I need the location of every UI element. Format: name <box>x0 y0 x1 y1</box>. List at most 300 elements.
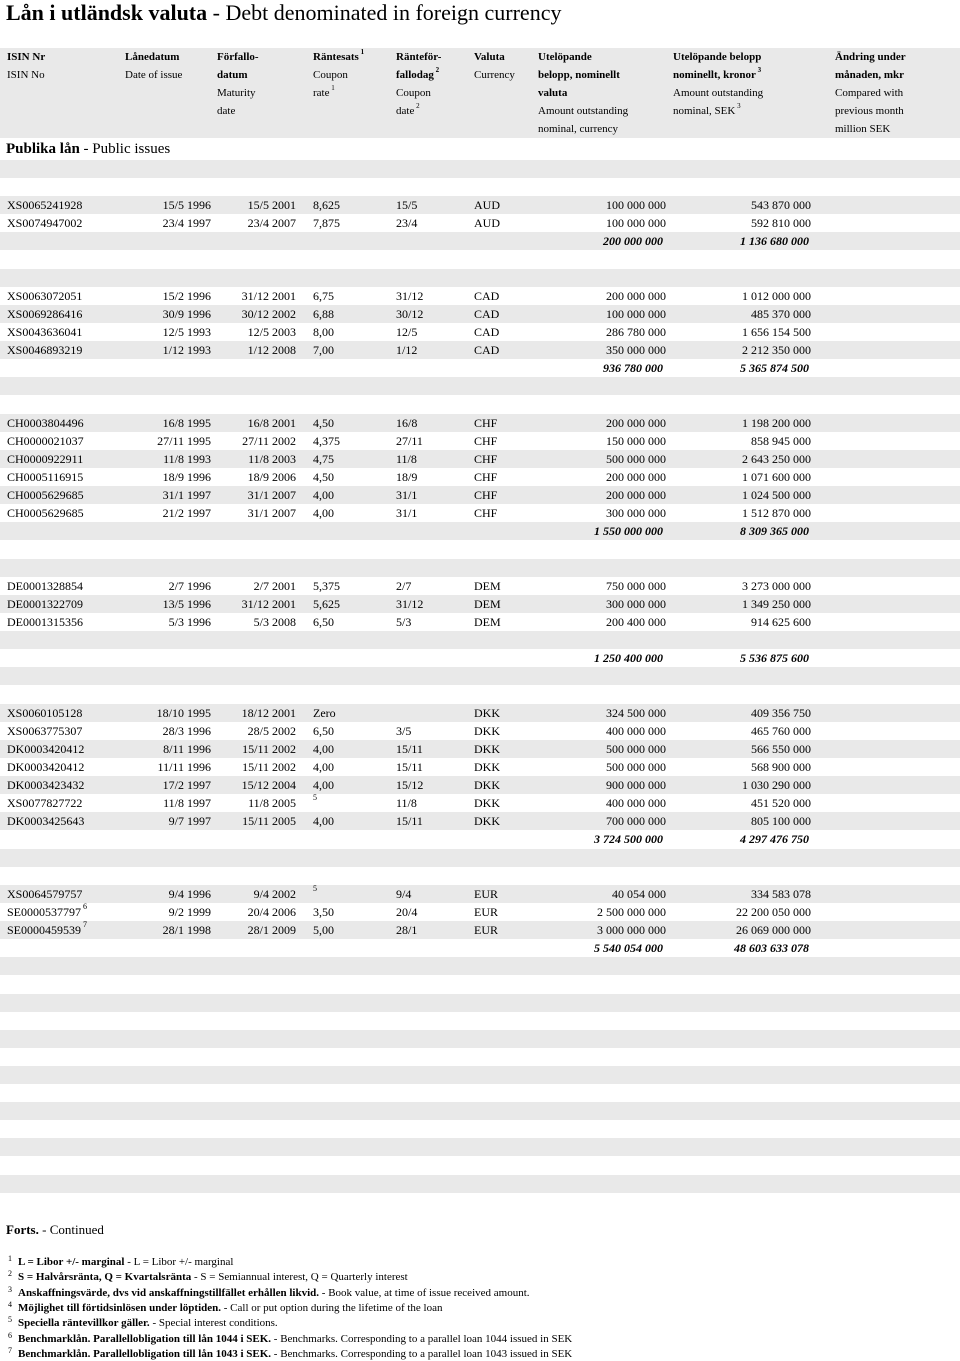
coupon-cell: 4,00 <box>313 741 334 756</box>
currency-cell: DEM <box>474 615 501 629</box>
row-band <box>0 849 960 867</box>
coupon-date-cell: 3/5 <box>396 723 412 738</box>
continued-swedish: Forts. <box>6 1222 39 1237</box>
issue-date-cell: 31/1 1997 <box>162 488 211 503</box>
header-cell-text: ISIN No <box>7 69 45 81</box>
section-label-swedish: Publika lån <box>6 141 80 157</box>
header-cell <box>835 120 890 138</box>
header-cell-text: Amount outstanding <box>673 87 764 99</box>
header-cell-text: Lånedatum <box>125 51 180 63</box>
row-band <box>0 1102 960 1120</box>
header-cell-text: Utelöpande <box>538 51 592 63</box>
row-band <box>0 1030 960 1048</box>
footnote-marker: 7 <box>81 920 88 930</box>
subtotal-currency: 5 540 054 000 <box>594 941 663 956</box>
header-cell <box>396 84 431 102</box>
isin-cell: CH0005629685 <box>7 506 84 521</box>
coupon-date-cell: 23/4 <box>396 216 418 231</box>
coupon-cell: 8,00 <box>313 325 334 340</box>
header-cell-text: belopp, nominellt <box>538 69 620 81</box>
amount-currency-cell: 300 000 000 <box>606 506 666 521</box>
header-footnote-marker: 3 <box>755 66 762 74</box>
footnote-english: - S = Semiannual interest, Q = Quarterly interest <box>191 1271 408 1284</box>
currency-cell: CHF <box>474 433 498 448</box>
row-band <box>0 649 960 667</box>
amount-sek-cell: 858 945 000 <box>751 433 811 448</box>
isin-cell: XS0074947002 <box>7 216 83 231</box>
amount-currency-cell: 400 000 000 <box>606 723 666 738</box>
coupon-cell: 8,625 <box>313 198 340 213</box>
continued-english: - Continued <box>38 1222 104 1237</box>
header-cell-text: previous month <box>835 105 904 117</box>
row-band <box>0 867 960 885</box>
coupon-cell: 6,50 <box>313 615 334 629</box>
issue-date-cell: 18/10 1995 <box>156 705 211 720</box>
header-band <box>0 84 960 102</box>
header-cell-text: Förfallo- <box>217 51 259 63</box>
subtotal-currency: 200 000 000 <box>603 234 663 249</box>
footnote-english: - Benchmarks. Corresponding to a parallel loan 1044 issued in SEK <box>271 1332 573 1345</box>
header-band <box>0 120 960 138</box>
amount-currency-cell: 40 054 000 <box>612 886 666 901</box>
maturity-date-cell: 11/8 2005 <box>248 796 296 811</box>
row-band <box>0 1066 960 1084</box>
currency-cell: CHF <box>474 488 498 503</box>
coupon-cell: 6,88 <box>313 306 334 321</box>
amount-currency-cell: 400 000 000 <box>606 796 666 811</box>
amount-currency-cell: 150 000 000 <box>606 433 666 448</box>
maturity-date-cell: 12/5 2003 <box>247 325 296 340</box>
amount-sek-cell: 1 656 154 500 <box>742 325 811 340</box>
footnote-number: 6 <box>8 1330 12 1340</box>
currency-cell: CAD <box>474 343 500 358</box>
isin-cell: XS0065241928 <box>7 198 83 213</box>
subtotal-sek: 5 536 875 600 <box>740 651 809 666</box>
isin-cell: CH0005116915 <box>7 470 84 485</box>
amount-sek-cell: 26 069 000 000 <box>736 923 811 938</box>
footnote-swedish: Speciella räntevillkor gäller. <box>18 1317 150 1330</box>
row-band <box>0 1084 960 1102</box>
issue-date-cell: 1/12 1993 <box>162 343 211 358</box>
coupon-cell: 4,00 <box>313 814 334 829</box>
isin-cell: DE0001322709 <box>7 596 83 611</box>
amount-currency-cell: 2 500 000 000 <box>597 904 666 919</box>
subtotal-sek: 4 297 476 750 <box>740 832 809 847</box>
header-cell-text: ISIN Nr <box>7 51 46 63</box>
coupon-date-cell: 31/1 <box>396 506 418 521</box>
footnote-english: - L = Libor +/- marginal <box>124 1256 234 1268</box>
currency-cell: DKK <box>474 741 500 756</box>
coupon-date-cell: 31/12 <box>396 288 424 303</box>
isin-cell: CH0000922911 <box>7 451 84 466</box>
page-title <box>6 0 561 26</box>
isin-cell: XS0046893219 <box>7 343 83 358</box>
isin-cell: XS0063072051 <box>7 288 83 303</box>
footnote-number: 1 <box>8 1254 12 1263</box>
coupon-cell: 4,00 <box>313 778 334 793</box>
coupon-cell: 4,50 <box>313 415 334 430</box>
header-cell <box>835 84 903 102</box>
coupon-cell <box>313 794 317 812</box>
currency-cell: CHF <box>474 470 498 485</box>
maturity-date-cell: 20/4 2006 <box>247 904 296 919</box>
issue-date-cell: 28/1 1998 <box>162 923 211 938</box>
header-footnote-marker: 3 <box>735 102 741 110</box>
amount-currency-cell: 200 000 000 <box>606 288 666 303</box>
maturity-date-cell: 2/7 2001 <box>253 578 296 593</box>
coupon-cell: 4,75 <box>313 451 334 466</box>
coupon-date-cell: 28/1 <box>396 923 418 938</box>
amount-sek-cell: 465 760 000 <box>751 723 811 738</box>
header-footnote-marker: 1 <box>329 84 335 92</box>
footnote-swedish: S = Halvårsränta, Q = Kvartalsränta <box>18 1271 192 1284</box>
coupon-date-cell: 27/11 <box>396 433 423 448</box>
amount-sek-cell: 409 356 750 <box>751 705 811 720</box>
coupon-date-cell: 16/8 <box>396 415 418 430</box>
issue-date-cell: 16/8 1995 <box>162 415 211 430</box>
header-cell <box>7 66 45 84</box>
header-cell <box>313 84 335 102</box>
footnote-english: - Special interest conditions. <box>149 1317 278 1330</box>
coupon-cell: 4,00 <box>313 488 334 503</box>
coupon-date-cell: 20/4 <box>396 904 418 919</box>
footnote-swedish: Benchmarklån. Parallellobligation till lån 1044 i SEK. <box>18 1332 272 1345</box>
maturity-date-cell: 30/12 2002 <box>241 306 296 321</box>
amount-sek-cell: 1 071 600 000 <box>742 470 811 485</box>
coupon-date-cell: 12/5 <box>396 325 418 340</box>
footnote <box>8 1301 443 1315</box>
isin-cell: CH0003804496 <box>7 415 84 430</box>
maturity-date-cell: 15/11 2002 <box>242 741 296 756</box>
issue-date-cell: 15/5 1996 <box>162 198 211 213</box>
issue-date-cell: 9/2 1999 <box>168 904 211 919</box>
footnote-english: - Call or put option during the lifetime of the loan <box>221 1301 443 1314</box>
coupon-date-cell: 15/11 <box>396 814 423 829</box>
amount-currency-cell: 700 000 000 <box>606 814 666 829</box>
footnote-number: 4 <box>8 1299 12 1309</box>
row-band <box>0 1193 960 1211</box>
issue-date-cell: 9/4 1996 <box>168 886 211 901</box>
footnote <box>8 1286 530 1300</box>
isin-cell: DE0001315356 <box>7 615 83 629</box>
header-cell <box>313 48 364 66</box>
header-cell <box>835 66 904 84</box>
isin-cell: XS0063775307 <box>7 723 83 738</box>
coupon-date-cell: 1/12 <box>396 343 418 358</box>
currency-cell: DEM <box>474 596 501 611</box>
issue-date-cell: 28/3 1996 <box>162 723 211 738</box>
currency-cell: DKK <box>474 705 500 720</box>
issue-date-cell: 21/2 1997 <box>162 506 211 521</box>
amount-sek-cell: 334 583 078 <box>751 886 811 901</box>
amount-currency-cell: 324 500 000 <box>606 705 666 720</box>
header-cell <box>673 102 741 120</box>
amount-currency-cell: 3 000 000 000 <box>597 923 666 938</box>
header-cell <box>7 48 45 66</box>
header-cell-text: date <box>217 105 236 117</box>
header-footnote-marker: 2 <box>414 102 420 110</box>
row-band <box>0 178 960 196</box>
row-band <box>0 1120 960 1138</box>
footnote <box>8 1270 408 1284</box>
coupon-date-cell: 31/12 <box>396 596 424 611</box>
currency-cell: DKK <box>474 778 500 793</box>
isin-cell: XS0069286416 <box>7 306 83 321</box>
header-footnote-marker: 1 <box>358 48 365 56</box>
amount-sek-cell: 543 870 000 <box>751 198 811 213</box>
amount-sek-cell: 1 349 250 000 <box>742 596 811 611</box>
isin-cell: SE0000459539 $^7$ <box>7 920 88 938</box>
footnote-marker: 6 <box>81 901 88 911</box>
coupon-cell: 4,00 <box>313 506 334 521</box>
row-band <box>0 359 960 377</box>
subtotal-sek: 8 309 365 000 <box>740 524 809 539</box>
issue-date-cell: 17/2 1997 <box>162 778 211 793</box>
currency-cell: CHF <box>474 451 498 466</box>
amount-currency-cell: 300 000 000 <box>606 596 666 611</box>
row-band <box>0 1012 960 1030</box>
coupon-date-cell: 30/12 <box>396 306 424 321</box>
coupon-cell: 5,625 <box>313 596 340 611</box>
row-band <box>0 939 960 957</box>
maturity-date-cell: 23/4 2007 <box>247 216 296 231</box>
currency-cell: EUR <box>474 886 498 901</box>
amount-sek-cell: 1 198 200 000 <box>742 415 811 430</box>
isin-cell: CH0005629685 <box>7 488 84 503</box>
maturity-date-cell: 16/8 2001 <box>247 415 296 430</box>
maturity-date-cell: 15/11 2002 <box>242 759 296 774</box>
maturity-date-cell: 31/1 2007 <box>247 488 296 503</box>
row-band <box>0 232 960 250</box>
header-cell-text: Ränteför- <box>396 51 442 63</box>
footnote-marker: 5 <box>313 793 317 803</box>
header-cell <box>217 102 235 120</box>
isin-cell: DK0003425643 <box>7 814 85 829</box>
coupon-date-cell: 9/4 <box>396 886 412 901</box>
currency-cell: AUD <box>474 216 500 231</box>
maturity-date-cell: 1/12 2008 <box>247 343 296 358</box>
footnote-number: 2 <box>8 1269 12 1279</box>
header-cell <box>673 48 761 66</box>
coupon-cell: 6,75 <box>313 288 334 303</box>
amount-currency-cell: 100 000 000 <box>606 306 666 321</box>
header-cell-text: rate <box>313 87 330 99</box>
title-separator: - <box>207 0 226 25</box>
amount-currency-cell: 350 000 000 <box>606 343 666 358</box>
row-band <box>0 830 960 848</box>
currency-cell: EUR <box>474 904 498 919</box>
coupon-date-cell: 11/8 <box>396 796 417 811</box>
amount-currency-cell: 286 780 000 <box>606 325 666 340</box>
amount-sek-cell: 566 550 000 <box>751 741 811 756</box>
amount-sek-cell: 485 370 000 <box>751 306 811 321</box>
isin-cell: CH0000021037 <box>7 433 84 448</box>
isin-cell: XS0064579757 <box>7 886 83 901</box>
header-cell-text: nominal, SEK <box>673 105 736 117</box>
maturity-date-cell: 18/9 2006 <box>247 470 296 485</box>
maturity-date-cell: 18/12 2001 <box>241 705 296 720</box>
isin-cell: DK0003420412 <box>7 741 85 756</box>
amount-sek-cell: 592 810 000 <box>751 216 811 231</box>
subtotal-sek: 5 365 874 500 <box>740 361 809 376</box>
coupon-date-cell: 15/12 <box>396 778 424 793</box>
maturity-date-cell: 15/12 2004 <box>241 778 296 793</box>
coupon-date-cell: 11/8 <box>396 451 417 466</box>
amount-currency-cell: 500 000 000 <box>606 759 666 774</box>
header-cell <box>538 48 592 66</box>
currency-cell: EUR <box>474 923 498 938</box>
row-band <box>0 975 960 993</box>
footnote-swedish: L = Libor +/- marginal <box>18 1256 125 1268</box>
header-cell <box>538 66 620 84</box>
coupon-cell: 3,50 <box>313 904 334 919</box>
footnote-number: 5 <box>8 1315 12 1325</box>
issue-date-cell: 15/2 1996 <box>162 288 211 303</box>
isin-cell: DK0003423432 <box>7 778 85 793</box>
header-footnote-marker: 2 <box>433 66 440 74</box>
row-band <box>0 994 960 1012</box>
amount-currency-cell: 200 400 000 <box>606 615 666 629</box>
coupon-date-cell: 15/11 <box>396 759 423 774</box>
row-band <box>0 957 960 975</box>
coupon-cell: 5,375 <box>313 578 340 593</box>
subtotal-sek: 1 136 680 000 <box>740 234 809 249</box>
issue-date-cell: 23/4 1997 <box>162 216 211 231</box>
header-cell-text: nominellt, kronor <box>673 69 756 81</box>
header-cell <box>673 84 763 102</box>
amount-currency-cell: 900 000 000 <box>606 778 666 793</box>
coupon-date-cell: 5/3 <box>396 615 412 629</box>
row-band <box>0 1048 960 1066</box>
header-cell-text: date <box>396 105 415 117</box>
currency-cell: AUD <box>474 198 500 213</box>
maturity-date-cell: 15/11 2005 <box>242 814 296 829</box>
header-cell-text: datum <box>217 69 248 81</box>
subtotal-sek: 48 603 633 078 <box>734 941 809 956</box>
issue-date-cell: 30/9 1996 <box>162 306 211 321</box>
row-band <box>0 396 960 414</box>
header-cell-text: Maturity <box>217 87 256 99</box>
isin-cell: DE0001328854 <box>7 578 83 593</box>
currency-cell: CHF <box>474 506 498 521</box>
header-cell-text: Coupon <box>313 69 348 81</box>
currency-cell: DKK <box>474 723 500 738</box>
header-cell-text: Utelöpande belopp <box>673 51 762 63</box>
isin-cell: DK0003420412 <box>7 759 85 774</box>
row-band <box>0 251 960 269</box>
header-cell-text: Räntesats <box>313 51 359 63</box>
row-band <box>0 559 960 577</box>
issue-date-cell: 5/3 1996 <box>168 615 211 629</box>
section-label-separator: - <box>79 141 93 157</box>
subtotal-currency: 3 724 500 000 <box>594 832 663 847</box>
maturity-date-cell: 27/11 2002 <box>242 433 296 448</box>
amount-currency-cell: 500 000 000 <box>606 741 666 756</box>
header-cell <box>835 102 904 120</box>
subtotal-currency: 1 250 400 000 <box>594 651 663 666</box>
header-cell <box>125 48 179 66</box>
header-cell <box>217 84 256 102</box>
maturity-date-cell: 28/1 2009 <box>247 923 296 938</box>
issue-date-cell: 13/5 1996 <box>162 596 211 611</box>
amount-currency-cell: 100 000 000 <box>606 198 666 213</box>
issue-date-cell: 2/7 1996 <box>168 578 211 593</box>
footnote-swedish: Anskaffningsvärde, dvs vid anskaffningstillfället erhållen likvid. <box>18 1286 320 1299</box>
header-cell-text: Amount outstanding <box>538 105 629 117</box>
coupon-date-cell: 15/5 <box>396 198 418 213</box>
title-english: Debt denominated in foreign currency <box>225 0 562 25</box>
amount-sek-cell: 914 625 600 <box>751 615 811 629</box>
amount-currency-cell: 200 000 000 <box>606 470 666 485</box>
coupon-cell: 4,50 <box>313 470 334 485</box>
coupon-cell: 6,50 <box>313 723 334 738</box>
issue-date-cell: 27/11 1995 <box>157 433 211 448</box>
amount-sek-cell: 22 200 050 000 <box>736 904 811 919</box>
amount-sek-cell: 1 012 000 000 <box>742 288 811 303</box>
header-cell-text: Ändring under <box>835 51 906 63</box>
currency-cell: DKK <box>474 759 500 774</box>
header-cell <box>396 66 439 84</box>
coupon-cell <box>313 885 317 903</box>
currency-cell: DKK <box>474 796 500 811</box>
issue-date-cell: 11/8 1993 <box>163 451 211 466</box>
footnote-number: 7 <box>8 1345 12 1355</box>
header-cell-text: fallodag <box>396 69 434 81</box>
row-band <box>0 541 960 559</box>
currency-cell: DEM <box>474 578 501 593</box>
maturity-date-cell: 15/5 2001 <box>247 198 296 213</box>
row-band <box>0 269 960 287</box>
footnote <box>8 1255 233 1269</box>
amount-currency-cell: 200 000 000 <box>606 415 666 430</box>
header-cell <box>217 66 248 84</box>
amount-currency-cell: 200 000 000 <box>606 488 666 503</box>
coupon-cell: 7,00 <box>313 343 334 358</box>
issue-date-cell: 12/5 1993 <box>162 325 211 340</box>
header-cell-text: valuta <box>538 87 568 99</box>
issue-date-cell: 18/9 1996 <box>162 470 211 485</box>
section-label-english: Public issues <box>92 141 171 157</box>
issue-date-cell: 11/11 1996 <box>157 759 211 774</box>
header-cell <box>835 48 906 66</box>
continued-label <box>6 1222 104 1238</box>
amount-sek-cell: 451 520 000 <box>751 796 811 811</box>
coupon-date-cell: 15/11 <box>396 741 423 756</box>
header-cell-text: Coupon <box>396 87 431 99</box>
row-band <box>0 1157 960 1175</box>
amount-sek-cell: 1 024 500 000 <box>742 488 811 503</box>
footnote <box>8 1332 572 1346</box>
row-band <box>0 631 960 649</box>
header-cell-text: månaden, mkr <box>835 69 905 81</box>
coupon-cell: 5,00 <box>313 923 334 938</box>
maturity-date-cell: 31/12 2001 <box>241 288 296 303</box>
amount-currency-cell: 750 000 000 <box>606 578 666 593</box>
amount-sek-cell: 568 900 000 <box>751 759 811 774</box>
header-cell-text: Currency <box>474 69 515 81</box>
header-cell <box>125 66 182 84</box>
header-cell <box>538 84 567 102</box>
row-band <box>0 522 960 540</box>
amount-currency-cell: 500 000 000 <box>606 451 666 466</box>
maturity-date-cell: 9/4 2002 <box>253 886 296 901</box>
footnote-english: - Benchmarks. Corresponding to a parallel loan 1043 issued in SEK <box>271 1347 573 1360</box>
coupon-date-cell: 31/1 <box>396 488 418 503</box>
amount-sek-cell: 1 030 290 000 <box>742 778 811 793</box>
coupon-cell: Zero <box>313 705 336 720</box>
currency-cell: CAD <box>474 306 500 321</box>
maturity-date-cell: 31/12 2001 <box>241 596 296 611</box>
